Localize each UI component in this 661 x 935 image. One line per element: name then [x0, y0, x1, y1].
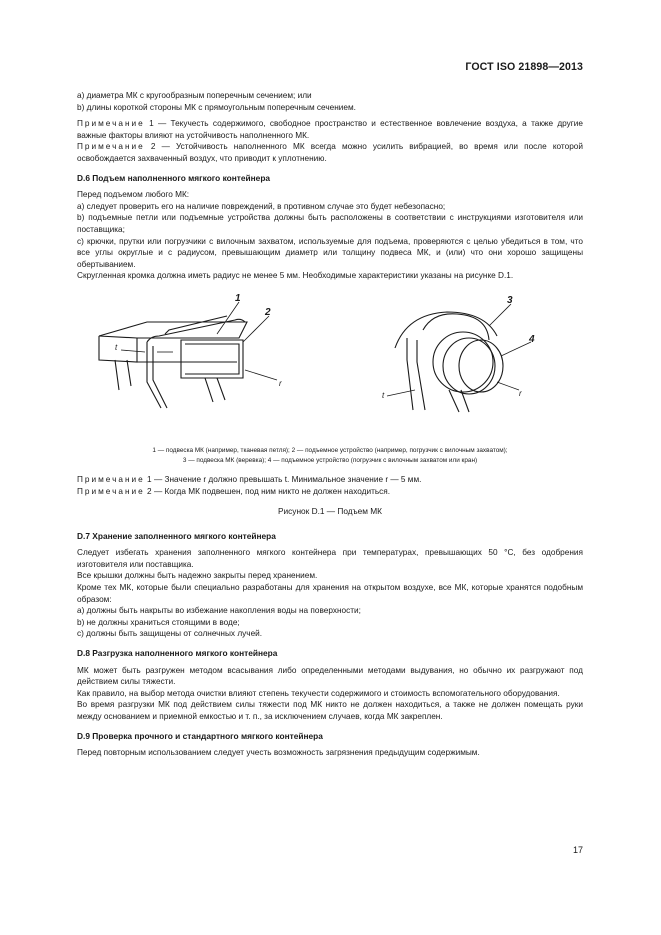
note-1	[77, 118, 583, 141]
list-item-b: b) длины короткой стороны МК с прямоугольным поперечным сечением.	[77, 102, 356, 112]
section-heading-d8: D.8 Разгрузка наполненного мягкого контейнера	[77, 648, 278, 659]
note-label: Примечание	[77, 119, 145, 129]
figure-legend	[77, 446, 583, 466]
paragraph: Перед подъемом любого МК:	[77, 190, 190, 200]
list-item-c: с) крючки, прутки или погрузчики с вилочным захватом, используемые для подъема, проверяются с целью убедиться в том, что все углы округлые и с радиусом, превышающим диаметр или толщину подвеса МК, и (или) что они хорошо защищены обертыванием.	[77, 236, 583, 269]
list-item-a: а) диаметра МК с кругообразным поперечным сечением; или	[77, 91, 312, 100]
paragraph: Кроме тех МК, которые были специально разработаны для хранения на открытом воздухе, все МК, которые хранятся подобным образом:	[77, 583, 583, 604]
note-text: 1 — Значение r должно превышать t. Минимальное значение r — 5 мм.	[144, 474, 422, 484]
paragraph: Во время разгрузки МК под действием силы тяжести под МК никто не должен находиться, а также не должен помещать руки между основанием и приемной емкостью и т. п., за исключением случаев, когда МК закреплен.	[77, 700, 583, 721]
fork-side	[99, 336, 137, 362]
figure-label: 3	[507, 294, 513, 306]
dimension-label: r	[519, 388, 522, 398]
figure-note-1	[77, 474, 583, 486]
dimension-label: t	[382, 390, 385, 400]
figure-label: 2	[265, 306, 271, 318]
dimension-label: t	[115, 342, 118, 352]
paragraph: Следует избегать хранения заполненного мягкого контейнера при температурах, превышающих 50 °С, без одобрения изготовителя или поставщика.	[77, 548, 583, 569]
note-text: 1 — Текучесть содержимого, свободное пространство и естественное вовлечение воздуха, а также другие важные факторы влияют на устойчивость наполненного МК.	[77, 119, 583, 140]
note-text: 2 — Когда МК подвешен, под ним никто не должен находиться.	[144, 486, 391, 496]
fork-top-surface	[99, 322, 247, 338]
page-content	[77, 90, 583, 759]
legend-line: 3 — подвеска МК (веревка); 4 — подъемное устройство (погрузчик с вилочным захватом или кран)	[182, 456, 478, 464]
note-2	[77, 141, 583, 164]
fork-cross-section	[181, 340, 243, 378]
note-label: Примечание	[77, 142, 145, 152]
cylinder-outer	[433, 332, 493, 392]
page-number: 17	[572, 845, 583, 855]
figure-drawing	[77, 290, 583, 440]
dimension-label: r	[279, 378, 282, 388]
strap-upper	[147, 319, 245, 342]
note-label: Примечание	[77, 486, 145, 496]
list-item-a: а) следует проверить его на наличие повреждений, в противном случае это будет небезопасно;	[77, 201, 446, 211]
figure-d1	[77, 290, 583, 440]
paragraph: МК может быть разгружен методом всасывания либо определенными методами выдувания, но обычно их разгружают под действием силы тяжести.	[77, 665, 583, 687]
figure-note-2	[77, 486, 583, 498]
list-item-b: b) подъемные петли или подъемные устройства должны быть расположены в соответствии с инструкциями изготовителя или поставщика;	[77, 213, 583, 234]
strap-right	[205, 378, 225, 402]
figure-label: 1	[235, 292, 241, 304]
section-heading-d9: D.9 Проверка прочного и стандартного мягкого контейнера	[77, 730, 323, 741]
paragraph: Скругленная кромка должна иметь радиус не менее 5 мм. Необходимые характеристики указаны на рисунке D.1.	[77, 271, 514, 281]
section-heading-d7: D.7 Хранение заполненного мягкого контейнера	[77, 530, 276, 541]
document-id: ГОСТ ISO 21898—2013	[465, 61, 583, 73]
paragraph: Все крышки должны быть надежно закрыты перед хранением.	[77, 571, 318, 581]
section-heading-d6: D.6 Подъем наполненного мягкого контейнера	[77, 172, 271, 183]
list-item-c: с) должны быть защищены от солнечных лучей.	[77, 629, 263, 639]
list-item-b: b) не должны храниться стоящими в воде;	[77, 617, 240, 627]
rope-left-outer	[407, 338, 413, 410]
figure-label: 4	[529, 333, 535, 345]
figure-caption: Рисунок D.1 — Подъем МК	[277, 506, 383, 517]
legend-line: 1 — подвеска МК (например, тканевая петля); 2 — подъемное устройство (например, погрузчик с вилочным захватом);	[152, 446, 508, 454]
note-text: 2 — Устойчивость наполненного МК всегда можно усилить вибрацией, во время или после которой освобождается захваченный воздух, что приводит к уплотнению.	[77, 142, 583, 163]
rope-left-inner	[417, 340, 425, 410]
paragraph: Перед повторным использованием следует учесть возможность загрязнения предыдущим содержимым.	[77, 748, 480, 758]
strap-left-inner	[153, 346, 167, 408]
cylinder-end	[459, 340, 503, 392]
note-label: Примечание	[77, 474, 145, 484]
paragraph: Как правило, на выбор метода очистки влияют степень текучести содержимого и стоимость вспомогательного оборудования.	[77, 688, 560, 698]
list-item-a: а) должны быть накрыты во избежание накопления воды на поверхности;	[77, 606, 361, 616]
